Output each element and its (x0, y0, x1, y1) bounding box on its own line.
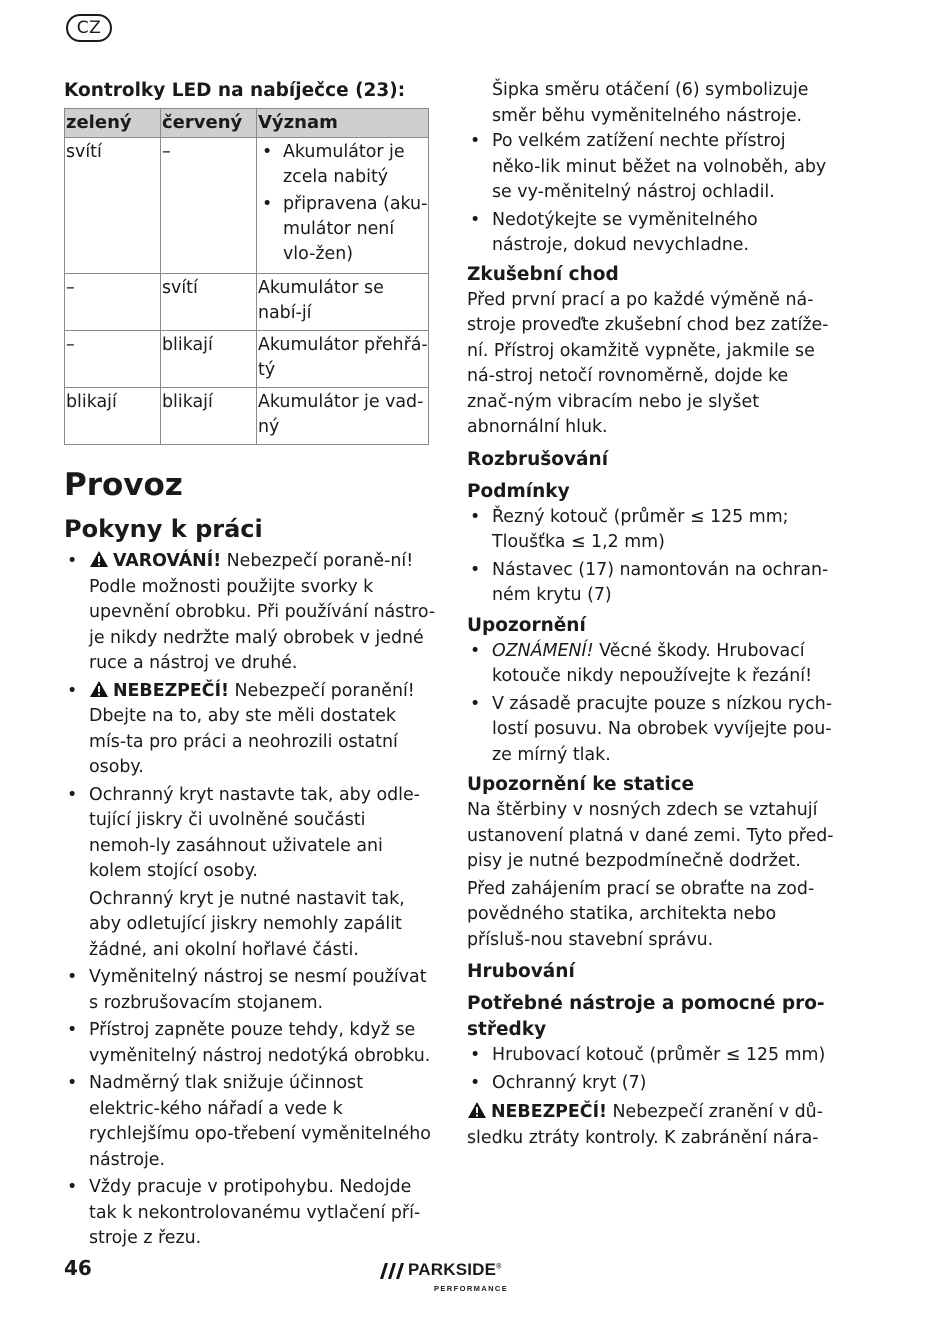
list-item (64, 549, 436, 677)
list-item: • Vyměnitelný nástroj se nesmí používat s rozbrušovacím stojanem. (64, 965, 436, 1016)
list-item (64, 783, 436, 964)
static-notice-title: Upozornění ke statice (467, 774, 695, 795)
danger-label: NEBEZPEČÍ! (491, 1102, 607, 1122)
conditions-list (467, 505, 837, 609)
table-cell: – (161, 138, 257, 274)
table-header-green: zelený (65, 109, 161, 138)
subsection-title: Pokyny k práci (64, 515, 263, 543)
bullet-extra-text: Ochranný kryt je nutné nastavit tak, aby odletující jiskry nemohly zapálit žádné, ani okolní hořlavé části. (89, 888, 405, 960)
page-number: 46 (64, 1256, 92, 1280)
list-item (467, 639, 837, 690)
list-item: • připravena (aku-mulátor není vlo-žen) (258, 192, 428, 267)
table-header-red: červený (161, 109, 257, 138)
danger-paragraph (467, 1100, 837, 1151)
table-cell: – (65, 274, 161, 331)
list-item: • Nadměrný tlak snižuje účinnost elektric-kého nářadí a vede k rychlejšímu opo-třebení vyměnitelného nástroje. (64, 1071, 436, 1173)
work-instructions-list (64, 549, 436, 1252)
required-tools-title: Potřebné nástroje a pomocné pro-středky (467, 993, 825, 1040)
table-cell: blikají (65, 388, 161, 445)
bullet-text: • Ochranný kryt nastavte tak, aby odle-tující jiskry či uvolněné součásti nemoh-ly zasáhnout uživatele ani kolem stojící osoby. (89, 784, 420, 881)
cutting-title: Rozbrušování (467, 448, 609, 470)
notice-title: Upozornění (467, 614, 586, 636)
static-text-1: Na štěrbiny v nosných zdech se vztahují ustanovení platná v dané zemi. Tyto před-pisy je nutné bezpodmínečně dodržet. (467, 800, 834, 871)
danger-text: Nebezpečí zranění v dů-sledku ztráty kontroly. K zabránění nára- (467, 1102, 823, 1148)
bullet-text: Nebezpečí poraně-ní! Podle možnosti použijte svorky k upevnění obrobku. Při používání nástro-je nikdy nedržte malý obrobek v jedné ruce a nástroj ve druhé. (89, 551, 436, 673)
led-indicator-table (64, 108, 429, 445)
list-item: • Nedotýkejte se vyměnitelného nástroje, dokud nevychladne. (467, 208, 837, 259)
warning-label: VAROVÁNÍ! (113, 551, 222, 571)
list-item: • Nástavec (17) namontován na ochran-ném krytu (7) (467, 558, 837, 609)
danger-label: NEBEZPEČÍ! (113, 680, 229, 701)
warning-icon (467, 1101, 487, 1119)
table-cell: blikají (161, 388, 257, 445)
warning-icon (89, 680, 109, 698)
left-column (64, 78, 436, 1254)
list-item: • Po velkém zatížení nechte přístroj něko-lik minut běžet na volnoběh, aby se vy-měnitelný nástroj ochladil. (467, 129, 837, 206)
section-title: Provoz (64, 467, 183, 503)
table-row (65, 138, 429, 274)
table-cell: Akumulátor je vad-ný (257, 388, 429, 445)
table-cell: svítí (161, 274, 257, 331)
list-item: • Ochranný kryt (7) (467, 1071, 837, 1097)
list-item: • Akumulátor je zcela nabitý (258, 140, 428, 190)
logo-brand: PARKSIDE® (408, 1260, 502, 1279)
list-item: • Hrubovací kotouč (průměr ≤ 125 mm) (467, 1043, 837, 1069)
required-tools-list (467, 1043, 837, 1096)
language-badge: CZ (66, 14, 112, 42)
led-table-title: Kontrolky LED na nabíječce (23): (64, 80, 406, 101)
table-cell (257, 138, 429, 274)
table-row (65, 388, 429, 445)
table-header-meaning: Význam (257, 109, 429, 138)
notice-list (467, 639, 837, 769)
parkside-logo (376, 1260, 526, 1300)
logo-slashes-icon (376, 1262, 404, 1284)
rotation-arrow-text: Šipka směru otáčení (6) symbolizuje směr běhu vyměnitelného nástroje. (492, 80, 809, 126)
list-item: • V zásadě pracujte pouze s nízkou rych-lostí posuvu. Na obrobek vyvíjejte pou-ze mírný tlak. (467, 692, 837, 769)
test-run-title: Zkušební chod (467, 263, 619, 285)
logo-brand-sub: PERFORMANCE (434, 1284, 509, 1293)
warning-icon (89, 550, 109, 568)
roughing-title: Hrubování (467, 961, 575, 982)
list-item: • Vždy pracuje v protipohybu. Nedojde tak k nekontrolovanému vytlačení pří-stroje z řezu. (64, 1175, 436, 1252)
table-cell: Akumulátor se nabí-jí (257, 274, 429, 331)
static-text-2: Před zahájením prací se obraťte na zod-povědného statika, architekta nebo přísluš-nou stavební správu. (467, 878, 815, 950)
table-row (65, 331, 429, 388)
list-item: • Řezný kotouč (průměr ≤ 125 mm; Tloušťka ≤ 1,2 mm) (467, 505, 837, 556)
table-header-row (65, 109, 429, 138)
right-column (467, 78, 837, 1151)
list-item: • Přístroj zapněte pouze tehdy, když se vyměnitelný nástroj nedotýká obrobku. (64, 1018, 436, 1069)
table-cell: blikají (161, 331, 257, 388)
conditions-title: Podmínky (467, 480, 570, 502)
table-cell: svítí (65, 138, 161, 274)
test-run-text: Před první prací a po každé výměně ná-stroje proveďte zkušební chod bez zatíže-ní. Přístroj okamžitě vypněte, jakmile se ná-stroj netočí rovnoměrně, dojde ke znač-ným vibracím nebo je slyšet abnornální hluk. (467, 289, 829, 437)
notice-text: Věcné škody. Hrubovací kotouče nikdy nepoužívejte k řezání! (492, 640, 813, 686)
table-row (65, 274, 429, 331)
bullet-text: Nebezpečí poranění! Dbejte na to, aby ste měli dostatek mís-ta pro práci a neohrozili ostatní osoby. (89, 680, 415, 777)
table-cell: – (65, 331, 161, 388)
notice-label: OZNÁMENÍ! (492, 640, 594, 661)
list-item (64, 679, 436, 781)
table-cell: Akumulátor přehřá-tý (257, 331, 429, 388)
tool-care-list (467, 129, 837, 259)
